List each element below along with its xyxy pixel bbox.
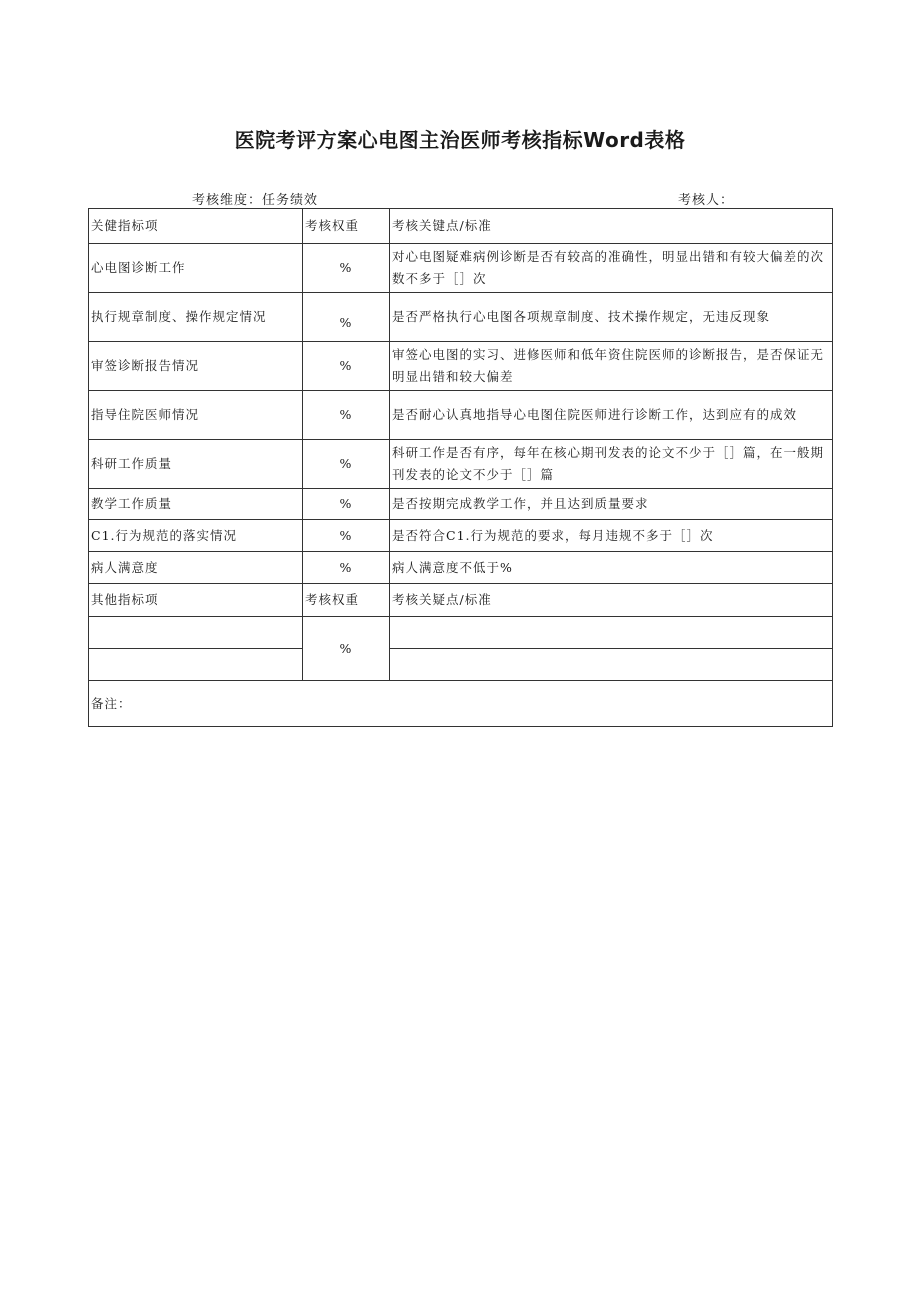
indicator-weight: % [303,489,390,520]
indicator-criteria: 科研工作是否有序，每年在核心期刊发表的论文不少于［］篇，在一般期刊发表的论文不少于［］篇 [390,440,833,489]
indicator-criteria: 是否按期完成教学工作，并且达到质量要求 [390,489,833,520]
other-row [89,617,833,649]
indicator-criteria: 审签心电图的实习、进修医师和低年资住院医师的诊断报告，是否保证无明显出错和较大偏差 [390,342,833,391]
indicator-weight: % [303,391,390,440]
remarks-row [89,681,833,727]
other-header-indicator: 其他指标项 [89,584,303,617]
table-row [89,293,833,342]
document-title: 医院考评方案心电图主治医师考核指标Word表格 [234,128,686,152]
indicator-name: 教学工作质量 [89,489,303,520]
kpi-table [88,208,833,727]
header-weight: 考核权重 [303,209,390,244]
table-row [89,489,833,520]
header-indicator: 关健指标项 [89,209,303,244]
table-row [89,552,833,584]
indicator-criteria: 是否严格执行心电图各项规章制度、技术操作规定，无违反现象 [390,293,833,342]
indicator-criteria: 是否符合C1.行为规范的要求，每月违规不多于［］次 [390,520,833,552]
other-weight: % [303,617,390,681]
assessment-dimension: 考核维度：任务绩效 [192,193,319,208]
indicator-weight: % [303,552,390,584]
table-row [89,244,833,293]
assessor-label: 考核人： [678,193,735,208]
indicator-weight: % [303,520,390,552]
other-criteria-cell [390,617,833,649]
indicator-name: 病人满意度 [89,552,303,584]
indicator-name: 科研工作质量 [89,440,303,489]
table-header-row [89,209,833,244]
indicator-weight: % [303,244,390,293]
indicator-name: 心电图诊断工作 [89,244,303,293]
indicator-weight: % [303,342,390,391]
other-indicator-name-cell [89,617,303,649]
indicator-criteria: 是否耐心认真地指导心电图住院医师进行诊断工作，达到应有的成效 [390,391,833,440]
other-criteria-cell [390,649,833,681]
table-row [89,342,833,391]
indicator-weight: % [303,440,390,489]
header-criteria: 考核关键点/标准 [390,209,833,244]
other-header-weight: 考核权重 [303,584,390,617]
table-row [89,391,833,440]
other-row [89,649,833,681]
indicator-name: 审签诊断报告情况 [89,342,303,391]
remarks-label: 备注： [89,681,833,727]
table-row [89,520,833,552]
table-row [89,440,833,489]
other-header-row [89,584,833,617]
indicator-criteria: 对心电图疑难病例诊断是否有较高的准确性，明显出错和有较大偏差的次数不多于［］次 [390,244,833,293]
other-header-criteria: 考核关疑点/标准 [390,584,833,617]
indicator-name: 执行规章制度、操作规定情况 [89,293,303,342]
indicator-criteria: 病人满意度不低于% [390,552,833,584]
indicator-weight-value: % [339,315,353,330]
indicator-name: C1.行为规范的落实情况 [89,520,303,552]
other-indicator-name-cell [89,649,303,681]
indicator-name: 指导住院医师情况 [89,391,303,440]
indicator-weight [303,293,390,342]
